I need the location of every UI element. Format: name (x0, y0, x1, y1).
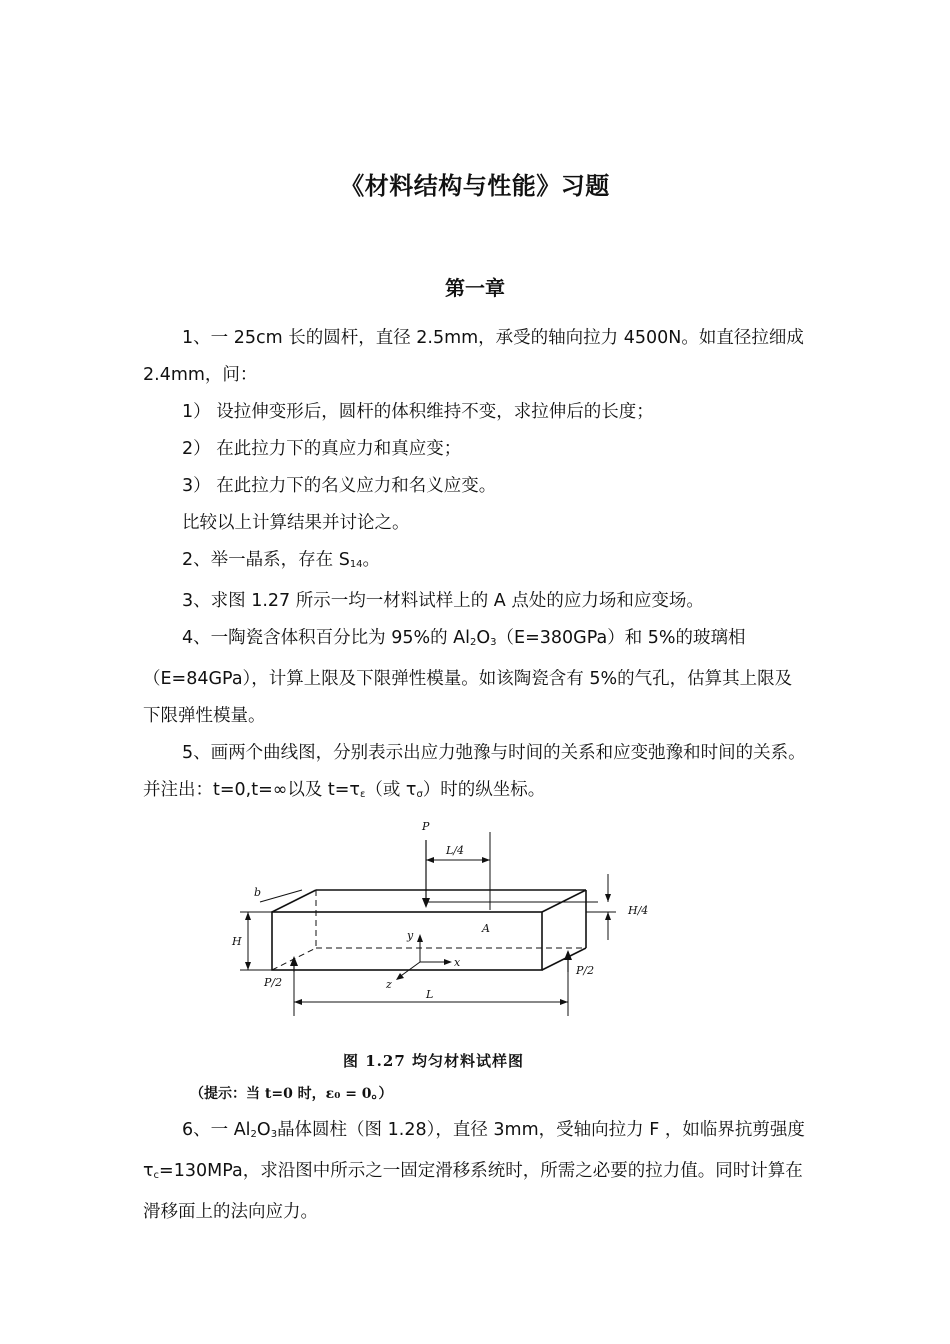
question-1-sub-1: 1） 设拉伸变形后，圆杆的体积维持不变，求拉伸后的长度； (182, 402, 654, 422)
question-1-sub-2: 2） 在此拉力下的真应力和真应变； (182, 439, 462, 459)
question-1-intro: 1、一 25cm 长的圆杆，直径 2.5mm，承受的轴向拉力 4500N。如直径拉细成 2.4mm，问： (143, 328, 804, 385)
figure-caption: 图 1.27 均匀材料试样图 (343, 1052, 524, 1070)
question-3: 3、求图 1.27 所示一均一材料试样上的 A 点处的应力场和应变场。 (182, 591, 704, 611)
label-b: b (254, 886, 262, 899)
question-5: 5、画两个曲线图，分别表示出应力弛豫与时间的关系和应变弛豫和时间的关系。并注出：t=0,t=∞以及 $t=\tau_\varepsilon$（或 $\tau_\sigma$）时的纵坐标。 (143, 743, 806, 800)
label-H-over-4: H/4 (628, 904, 649, 917)
question-2: 2、举一晶系，存在 $S_{14}$。 (182, 550, 381, 570)
question-6: 6、一 $Al_2O_3$晶体圆柱（图 1.28），直径 3mm，受轴向拉力 F ，如临界抗剪强度 $\tau_c=130MPa$，求沿图中所示之一固定滑移系统时，所需之必要的拉力值。同时计算在滑移面上的法向应力。 (143, 1120, 805, 1222)
label-axis-x: x (454, 956, 461, 969)
label-H: H (232, 935, 242, 948)
question-1-sub-3: 3） 在此拉力下的名义应力和名义应变。 (182, 476, 497, 496)
question-1-conclusion: 比较以上计算结果并讨论之。 (182, 513, 410, 533)
label-P-half-left: P/2 (264, 976, 283, 989)
chapter-heading: 第一章 (445, 276, 505, 300)
label-L: L (426, 988, 434, 1001)
label-axis-z: z (386, 978, 392, 991)
label-A: A (482, 922, 490, 935)
figure-hint: （提示：当 t=0 时，ε₀ = 0。） (190, 1086, 393, 1102)
label-L-over-4: L/4 (446, 844, 465, 857)
document-title: 《材料结构与性能》习题 (340, 172, 610, 200)
label-axis-y: y (407, 929, 414, 942)
question-4: 4、一陶瓷含体积百分比为 95%的 $Al_2O_3(E=380GPa)$和 5%的玻璃相（E=84GPa），计算上限及下限弹性模量。如该陶瓷含有 5%的气孔，估算其上限及下限弹性模量。 (143, 628, 793, 726)
label-P-half-right: P/2 (576, 964, 595, 977)
label-P: P (422, 820, 430, 833)
question-list (143, 320, 809, 813)
